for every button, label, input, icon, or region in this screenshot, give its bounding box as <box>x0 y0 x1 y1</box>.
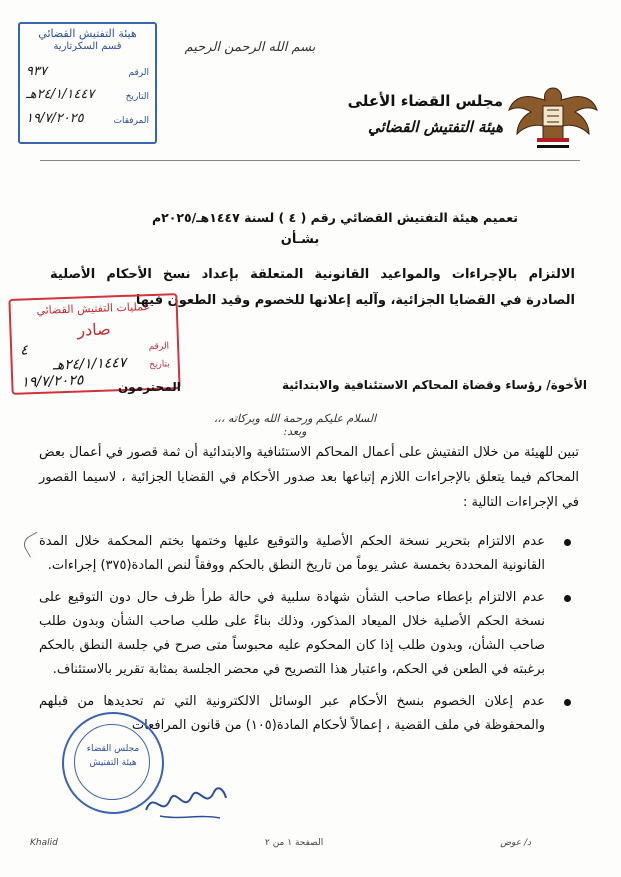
basmala: بسم الله الرحمن الرحيم <box>184 40 316 55</box>
circular-subject: الالتزام بالإجراءات والمواعيد القانونية المتعلقة بإعداد نسخ الأحكام الأصلية الصادرة في القضايا الجزائية، وآليه إعلانها للخصوم وقيد الطعون فيها <box>50 267 575 308</box>
reference-attachments-label: المرفقات <box>113 116 149 126</box>
footer-left-note: Khalid <box>30 838 58 848</box>
official-seal-line2: هيئة التفتيش <box>89 758 137 768</box>
list-item-text: عدم الالتزام بإعطاء صاحب الشأن شهادة سلبية في حالة طرأ ظرف حال دون التوقيع على نسخة الحكم الأصلية خلال الميعاد المذكور، وذلك بناءً على طلب صاحب الشأن وبدون طلب صاحب الشأن، وبدون طلب إذا كان المحكوم عليه محبوساً متى صرح في جلسة النطق بالحكم برغبته في الطعن في الحكم، واعتبار هذا التصريح في محضر الجلسة بمثابة تقرير بالاستئناف. <box>39 590 545 677</box>
bullet-icon <box>564 595 571 602</box>
bullet-icon <box>564 539 571 546</box>
addressee-line: الأخوة/ رؤساء وقضاة المحاكم الاستئنافية والابتدائية <box>281 378 587 392</box>
reference-stamp-subtitle: قسم السكرتارية <box>53 41 122 52</box>
reference-number-value: ٩٣٧ <box>26 64 47 79</box>
page-footer <box>0 838 621 858</box>
official-seal-line1: مجلس القضاء <box>86 744 140 754</box>
issued-greg-value: ١٩/٧/٢٠٢٥ <box>21 372 84 391</box>
reference-attachments-value: ١٩/٧/٢٠٢٥ <box>26 111 84 126</box>
header-divider <box>40 160 580 161</box>
list-item-text: عدم الالتزام بتحرير نسخة الحكم الأصلية والتوقيع عليها وختمها بختم المحكمة خلال المدة القانونية المحددة بخمسة عشر يوماً من تاريخ النطق بالحكم ووفقاً لنص المادة(٣٧٥) إجراءات. <box>39 534 545 573</box>
reference-date-value: ٢٤/١/١٤٤٧هـ <box>26 87 95 102</box>
issued-date-label: بتاريخ <box>148 359 170 371</box>
list-item <box>39 586 579 682</box>
reference-number-label: الرقم <box>128 68 149 78</box>
yemen-emblem-icon <box>507 80 599 150</box>
bullet-icon <box>564 699 571 706</box>
issued-number-value: ٤ <box>19 342 28 359</box>
intro-paragraph: تبين للهيئة من خلال التفتيش على أعمال المحاكم الاستئنافية والابتدائية أن ثمة قصور في أعمال بعض المحاكم فيما يتعلق بالإجراءات اللازم إتباعها بعد صدور الأحكام في القضايا الجزائية ، لاسيما القصور في الإجراءات التالية : <box>39 445 579 510</box>
page-number: الصفحة ١ من ٢ <box>265 838 324 848</box>
subject-heading: بشـأن <box>280 232 320 247</box>
respected-word: المحترمون <box>118 380 181 394</box>
circular-title: تعميم هيئة التفتيش القضائي رقم ( ٤ ) لسنة ١٤٤٧هـ/٢٠٢٥م <box>151 210 519 225</box>
issued-number-label: الرقم <box>148 341 170 353</box>
list-item-text: عدم إعلان الخصوم بنسخ الأحكام عبر الوسائل الالكترونية التي تم تحديدها من قبلهم والمحفوظة في ملف القضية ، إعمالاً لأحكام المادة(١٠٥) من قانون المرافعات <box>39 694 545 733</box>
authority-name: هيئة التفتيش القضائي <box>367 118 503 136</box>
reference-date-label: التاريخ <box>125 92 149 102</box>
reference-stamp-title: هيئة التفتيش القضائي <box>38 27 137 40</box>
issued-date-value: ٢٤/١/١٤٤٧هـ <box>52 354 127 374</box>
footer-right-note: د/ عوض <box>500 838 531 848</box>
greeting-line: السلام عليكم ورحمة الله وبركاته ،،، وبعد: <box>213 412 377 438</box>
council-name: مجلس القضاء الأعلى <box>347 92 503 110</box>
reference-stamp <box>18 22 157 144</box>
signature-icon <box>140 770 230 825</box>
list-item <box>39 530 579 578</box>
issued-stamp-status: صادر <box>77 319 111 340</box>
issued-stamp-title: عمليات التفتيش القضائي <box>36 300 151 318</box>
